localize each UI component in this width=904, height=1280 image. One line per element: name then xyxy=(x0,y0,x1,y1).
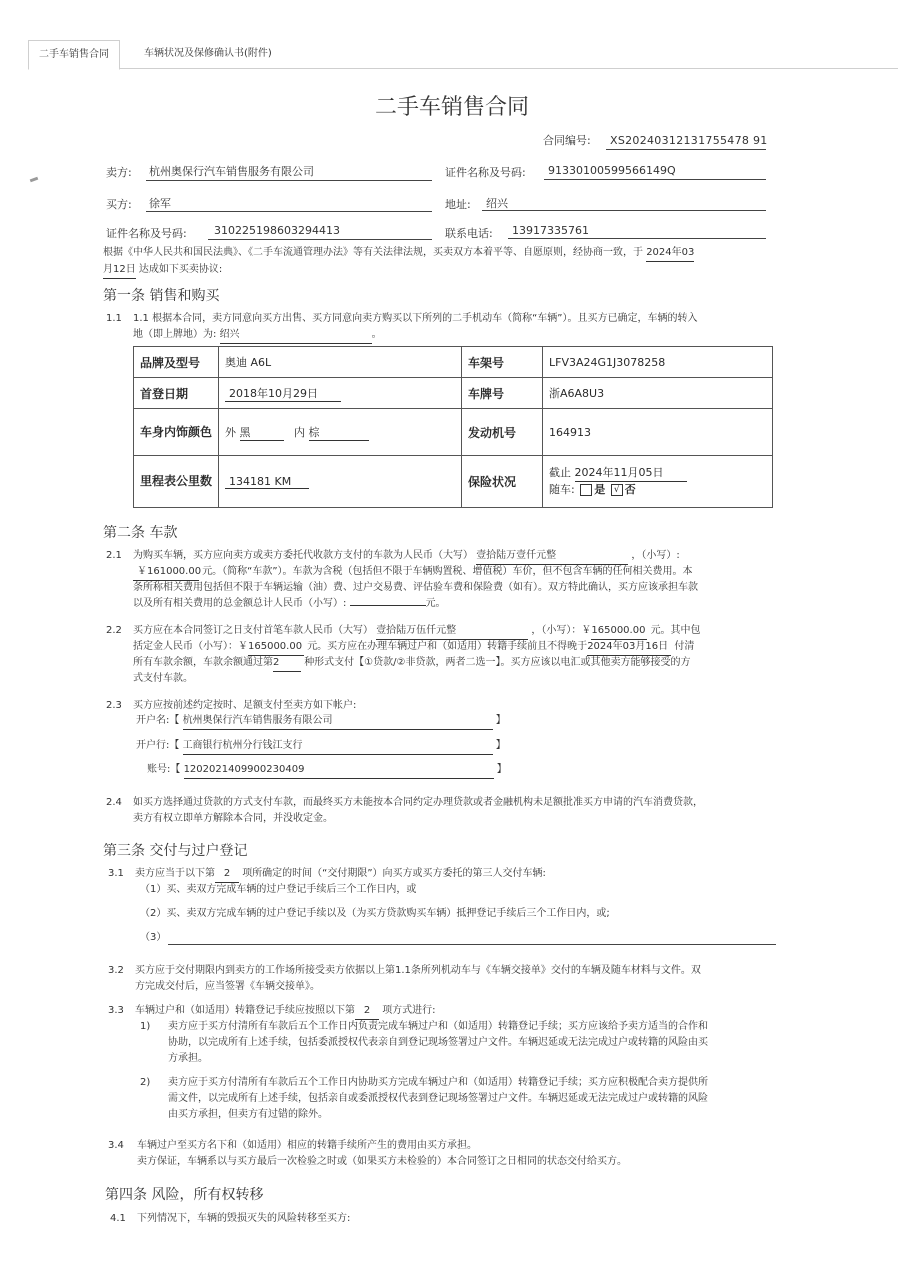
address: 绍兴 xyxy=(486,197,508,210)
engine-value: 164913 xyxy=(543,409,773,456)
clause-1-1-line-2: 地（即上牌地）为: xyxy=(133,329,217,340)
vehicle-table xyxy=(133,346,773,508)
clause-2-2-line-2b: 元。买方应在办理车辆过户和（如适用）转籍手续前且不得晚于 xyxy=(307,641,588,652)
mileage-value: 134181 xyxy=(229,474,271,488)
clause-2-1-line-3: 条所称相关费用包括但不限于车辆运输（油）费、过户交易费、评估验车费和保险费（如有）。双方特此确认，买方应该承担车款 xyxy=(133,582,698,593)
mileage-label: 里程表公里数 xyxy=(134,456,219,508)
intro-date-b: 月12日 xyxy=(103,262,136,279)
article-3-title: 第三条 交付与过户登记 xyxy=(103,843,248,859)
color-out-value: 黑 xyxy=(240,424,284,441)
address-label: 地址: xyxy=(445,198,471,211)
insurance-with-label: 随车: xyxy=(549,483,575,496)
deposit-amount: 165000.00 xyxy=(248,639,304,656)
delivery-option: 2 xyxy=(215,866,239,883)
checkbox-yes[interactable] xyxy=(580,484,592,496)
clause-2-2-line-4: 式支付车款。 xyxy=(133,673,193,684)
pay-method: 2 xyxy=(273,655,301,672)
buyer-name: 徐军 xyxy=(149,197,171,210)
clause-3-4-line-2: 卖方保证，车辆系以与买方最后一次检验之时或（如果买方未检验的）本合同签订之日相同的状态交付给买方。 xyxy=(137,1156,627,1167)
plate-label: 车牌号 xyxy=(462,378,543,409)
article-4-title: 第四条 风险，所有权转移 xyxy=(105,1187,264,1203)
clause-2-2-line-1c: 元。其中包 xyxy=(650,625,701,636)
clause-2-1-line-4: 以及所有相关费用的总金额总计人民币（小写）: xyxy=(133,598,347,609)
bracket-close-1: 】 xyxy=(495,715,506,726)
tab-sales-contract[interactable]: 二手车销售合同 xyxy=(28,40,120,70)
page-title: 二手车销售合同 xyxy=(374,95,529,120)
clause-3-4-no: 3.4 xyxy=(108,1140,124,1151)
clause-2-1-line-1a: 为购买车辆，买方应向卖方或卖方委托代收款方支付的车款为人民币（大写） xyxy=(133,550,473,561)
phone: 13917335761 xyxy=(512,224,589,237)
buyer-id-label: 证件名称及号码: xyxy=(106,227,187,240)
price-chinese: 壹拾陆万壹仟元整 xyxy=(476,548,628,565)
clause-2-2-line-2a: 括定金人民币（小写）：￥ xyxy=(133,641,248,652)
checkbox-no-checked[interactable]: √ xyxy=(611,484,623,496)
clause-3-1-no: 3.1 xyxy=(108,868,124,879)
article-1-title: 第一条 销售和购买 xyxy=(103,288,220,304)
clause-2-2-line-3a: 所有车款余额，车款余额通过第 xyxy=(133,657,273,668)
clause-2-2-line-2c: 付清 xyxy=(674,641,695,652)
intro-date-a: 2024年03 xyxy=(646,245,694,262)
price-amount: ￥161000.00 xyxy=(133,564,199,581)
tab-vehicle-condition[interactable]: 车辆状况及保修确认书(附件) xyxy=(144,48,272,59)
reg-date-value: 2018年10月29日 xyxy=(225,385,341,402)
clause-4-1-line-1: 下列情况下，车辆的毁损灭失的风险转移至买方: xyxy=(137,1213,351,1224)
clause-3-2-line-1: 买方应于交付期限内到卖方的工作场所接受卖方依据以上第1.1条所列机动车与《车辆交接单》交付的车辆及随车材料与文件。双 xyxy=(135,965,701,976)
clause-2-2-line-3b: 种形式支付【①贷款/②非贷款，两者二选一】。买方应该以电汇或其他卖方能够接受的方 xyxy=(304,657,691,668)
delivery-option-2: （2）买、卖双方完成车辆的过户登记手续以及（为买方贷款购买车辆）抵押登记手续后三个工作日内，或; xyxy=(140,908,610,919)
clause-3-3-1-line-3: 方承担。 xyxy=(168,1053,208,1064)
buyer-id: 310225198603294413 xyxy=(214,224,340,237)
engine-label: 发动机号 xyxy=(462,409,543,456)
pay-deadline: 2024年03月16日 xyxy=(587,639,671,656)
clause-3-3-line-1b: 项方式进行: xyxy=(382,1005,436,1016)
clause-3-3-2-line-2: 需文件，以完成所有上述手续，包括亲自或委派授权代表到登记现场签署过户文件。车辆迟延或无法完成过户或转籍的风险 xyxy=(168,1093,708,1104)
clause-2-3-line-1: 买方应按前述约定按时、足额支付至卖方如下帐户: xyxy=(133,700,357,711)
account-name-label: 开户名:【 xyxy=(136,715,180,726)
clause-3-2-line-2: 方完成交付后，应当签署《车辆交接单》。 xyxy=(135,981,320,992)
intro-text-2: 达成如下买卖协议: xyxy=(138,264,223,275)
clause-1-1-line-1: 1.1 根据本合同，卖方同意向买方出售、买方同意向卖方购买以下所列的二手机动车（简称“车辆”）。且买方已确定，车辆的转入 xyxy=(133,313,698,324)
color-label: 车身内饰颜色 xyxy=(134,409,219,456)
transfer-place: 绍兴 xyxy=(220,327,372,344)
account-bank-label: 开户行:【 xyxy=(136,740,180,751)
plate-value: 浙A6A8U3 xyxy=(543,378,773,409)
clause-3-3-no: 3.3 xyxy=(108,1005,124,1016)
clause-3-3-1-no: 1) xyxy=(140,1021,151,1032)
reg-date-label: 首登日期 xyxy=(134,378,219,409)
color-in-value: 棕 xyxy=(309,424,369,441)
clause-3-3-1-line-1: 卖方应于买方付清所有车款后五个工作日内负责完成车辆过户和（如适用）转籍登记手续；买方应该给予卖方适当的合作和 xyxy=(168,1021,708,1032)
clause-3-2-no: 3.2 xyxy=(108,965,124,976)
delivery-option-1: （1）买、卖双方完成车辆的过户登记手续后三个工作日内，或 xyxy=(140,884,417,895)
clause-3-1-line-1a: 卖方应当于以下第 xyxy=(135,868,215,879)
scan-speck xyxy=(30,177,39,183)
clause-2-3-no: 2.3 xyxy=(106,700,122,711)
clause-3-3-2-no: 2) xyxy=(140,1077,151,1088)
clause-3-3-2-line-1: 卖方应于买方付清所有车款后五个工作日内协助买方完成车辆过户和（如适用）转籍登记手续；买方应积极配合卖方提供所 xyxy=(168,1077,708,1088)
insurance-no-label: 否 xyxy=(624,483,636,496)
clause-3-1-line-1b: 项所确定的时间（“交付期限”）向买方或买方委托的第三人交付车辆: xyxy=(242,868,546,879)
transfer-option: 2 xyxy=(355,1003,379,1020)
buyer-label: 买方: xyxy=(106,198,132,211)
clause-2-1-no: 2.1 xyxy=(106,550,122,561)
clause-2-2-no: 2.2 xyxy=(106,625,122,636)
phone-label: 联系电话: xyxy=(445,227,493,240)
clause-2-1-line-4b: 元。 xyxy=(425,598,446,609)
clause-3-3-1-line-2: 协助，以完成所有上述手续，包括委派授权代表亲自到登记现场签署过户文件。车辆迟延或无法完成过户或转籍的风险由买 xyxy=(168,1037,708,1048)
bracket-close-3: 】 xyxy=(496,764,507,775)
clause-4-1-no: 4.1 xyxy=(110,1213,126,1224)
color-in-label: 内 xyxy=(294,425,305,439)
vin-value: LFV3A24G1J3078258 xyxy=(543,347,773,378)
clause-2-1-line-1b: ，（小写）: xyxy=(631,550,680,561)
insurance-yes-label: 是 xyxy=(594,483,606,496)
seller-name: 杭州奥保行汽车销售服务有限公司 xyxy=(149,165,314,178)
seller-id-label: 证件名称及号码: xyxy=(445,166,526,179)
bracket-close-2: 】 xyxy=(495,740,506,751)
clause-3-4-line-1: 车辆过户至买方名下和（如适用）相应的转籍手续所产生的费用由买方承担。 xyxy=(137,1140,477,1151)
contract-no: XS20240312131755478 91 xyxy=(610,134,768,147)
account-bank: 工商银行杭州分行钱江支行 xyxy=(183,738,493,755)
contract-no-label: 合同编号: xyxy=(543,134,591,147)
brand-value: 奥迪 A6L xyxy=(219,347,462,378)
clause-2-4-no: 2.4 xyxy=(106,797,122,808)
clause-3-3-line-1a: 车辆过户和（如适用）转籍登记手续应按照以下第 xyxy=(135,1005,355,1016)
insurance-until-label: 截止 xyxy=(549,466,571,479)
seller-label: 卖方: xyxy=(106,166,132,179)
vin-label: 车架号 xyxy=(462,347,543,378)
clause-2-1-line-2: 元。（简称“车款”）。车款为含税（包括但不限于车辆购置税、增值税）车价，但不包含车辆的任何相关费用。本 xyxy=(202,566,693,577)
clause-2-4-line-1: 如买方选择通过贷款的方式支付车款，而最终买方未能按本合同约定办理贷款或者金融机构未足额批准买方申请的汽车消费贷款， xyxy=(133,797,703,808)
account-name: 杭州奥保行汽车销售服务有限公司 xyxy=(183,713,493,730)
intro-text-1: 根据《中华人民共和国民法典》、《二手车流通管理办法》等有关法律法规，买卖双方本着平等、自愿原则，经协商一致，于 xyxy=(103,247,643,258)
color-out-label: 外 xyxy=(225,425,236,439)
brand-label: 品牌及型号 xyxy=(134,347,219,378)
first-pay-chinese: 壹拾陆万伍仟元整 xyxy=(376,623,528,640)
clause-2-2-line-1b: ，（小写）：￥ xyxy=(531,625,592,636)
insurance-label: 保险状况 xyxy=(462,456,543,508)
first-pay-amount: 165000.00 xyxy=(591,623,647,640)
mileage-unit: KM xyxy=(274,474,292,488)
tab-bar xyxy=(28,40,898,69)
account-no: 1202021409900230409 xyxy=(184,762,494,779)
delivery-option-3: （3） xyxy=(140,932,167,943)
clause-2-2-line-1a: 买方应在本合同签订之日支付首笔车款人民币（大写） xyxy=(133,625,373,636)
clause-3-3-2-line-3: 由买方承担，但卖方有过错的除外。 xyxy=(168,1109,328,1120)
clause-2-4-line-2: 卖方有权立即单方解除本合同，并没收定金。 xyxy=(133,813,333,824)
seller-id: 91330100599566149Q xyxy=(548,164,676,177)
insurance-until-value: 2024年11月05日 xyxy=(575,465,687,482)
article-2-title: 第二条 车款 xyxy=(103,525,178,541)
account-no-label: 账号:【 xyxy=(147,764,181,775)
clause-1-1-no: 1.1 xyxy=(106,313,122,324)
